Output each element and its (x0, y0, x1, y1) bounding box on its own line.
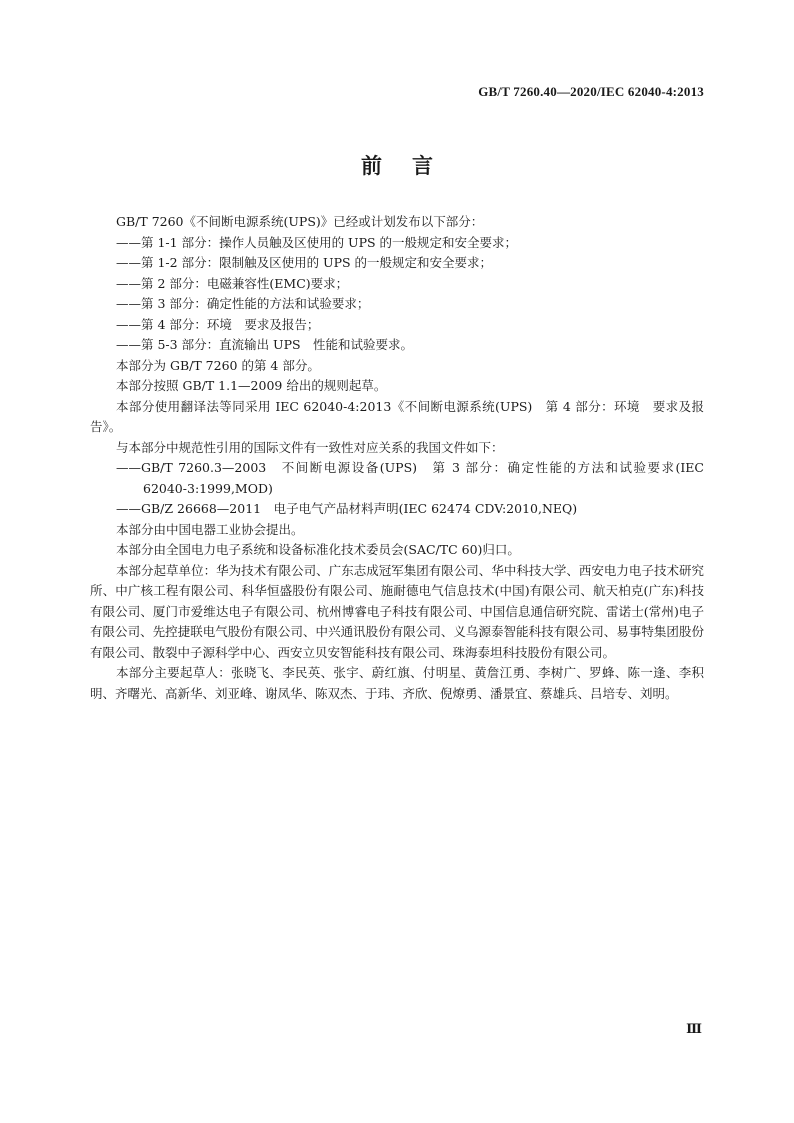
part-list-item: ——第 5-3 部分：直流输出 UPS 性能和试验要求。 (116, 337, 414, 352)
correspondence-intro-paragraph: 与本部分中规范性引用的国际文件有一致性对应关系的我国文件如下： (116, 439, 504, 455)
intro-paragraph: GB/T 7260《不间断电源系统(UPS)》已经或计划发布以下部分： (116, 214, 484, 229)
part-list-item: ——第 3 部分：确定性能的方法和试验要求； (116, 296, 370, 311)
this-part-paragraph: 本部分为 GB/T 7260 的第 4 部分。 (116, 357, 320, 373)
correspondence-list-item: ——GB/T 7260.3—2003 不间断电源设备(UPS) 第 3 部分：确定性能的方法和试验要求(IEC 62040-3:1999,MOD) (116, 460, 704, 496)
drafting-units-paragraph: 本部分起草单位：华为技术有限公司、广东志成冠军集团有限公司、华中科技大学、西安电力电子技术研究所、中广核工程有限公司、科华恒盛股份有限公司、施耐德电气信息技术(中国)有限公司、航天柏克(广东)科技有限公司、厦门市爱维达电子有限公司、杭州博睿电子科技有限公司、中国信息通信研究院、雷诺士(常州)电子有限公司、先控捷联电气股份有限公司、中兴通讯股份有限公司、义乌源泰智能科技有限公司、易事特集团股份有限公司、散裂中子源科学中心、西安立贝安智能科技有限公司、珠海泰坦科技股份有限公司。 (90, 562, 704, 660)
page-number: Ⅲ (686, 1021, 702, 1036)
drafters-paragraph: 本部分主要起草人：张晓飞、李民英、张宇、蔚红旗、付明星、黄詹江勇、李树广、罗蜂、陈一逢、李积明、齐曙光、高新华、刘亚峰、谢凤华、陈双杰、于玮、齐欣、倪燎勇、潘景宜、蔡雄兵、吕培专、刘明。 (90, 665, 704, 701)
translation-paragraph: 本部分使用翻译法等同采用 IEC 62040-4:2013《不间断电源系统(UPS) 第 4 部分：环境 要求及报告》。 (90, 398, 704, 434)
proposed-by-paragraph: 本部分由中国电器工业协会提出。 (116, 521, 304, 537)
part-list-item: ——第 1-1 部分：操作人员触及区使用的 UPS 的一般规定和安全要求； (116, 234, 518, 250)
part-list-item: ——第 2 部分：电磁兼容性(EMC)要求； (116, 275, 349, 291)
centralized-by-paragraph: 本部分由全国电力电子系统和设备标准化技术委员会(SAC/TC 60)归口。 (116, 542, 520, 557)
standard-code: GB/T 7260.40—2020/IEC 62040-4:2013 (478, 84, 704, 99)
part-list-item: ——第 4 部分：环境 要求及报告； (116, 316, 320, 332)
drafting-rules-paragraph: 本部分按照 GB/T 1.1—2009 给出的规则起草。 (116, 378, 387, 393)
foreword-body (90, 212, 704, 704)
part-list-item: ——第 1-2 部分：限制触及区使用的 UPS 的一般规定和安全要求； (116, 255, 493, 270)
page-title: 前言 (361, 154, 463, 178)
correspondence-list-item: ——GB/Z 26668—2011 电子电气产品材料声明(IEC 62474 CDV:2010,NEQ) (116, 501, 578, 516)
